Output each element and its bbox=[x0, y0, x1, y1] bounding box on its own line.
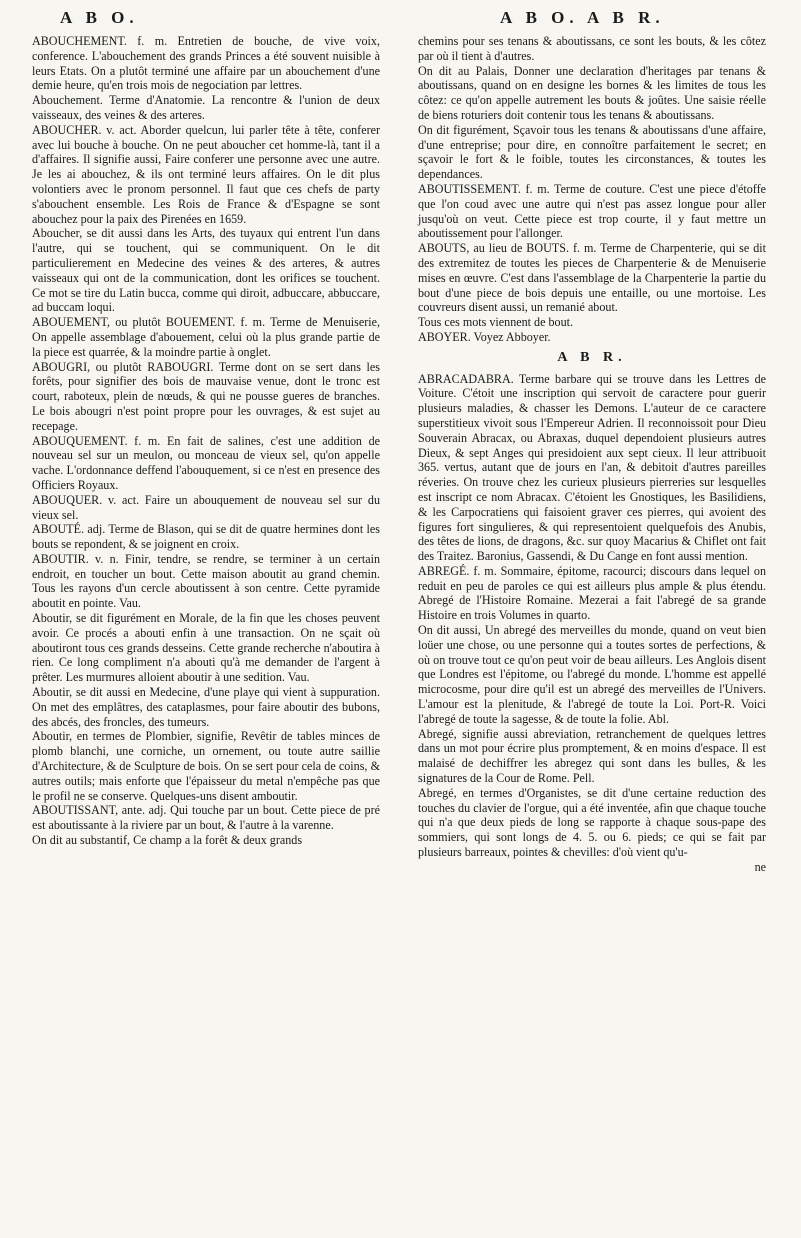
entry: On dit au Palais, Donner une declaration d'heritages par tenans & aboutissans, quand on en designe les bornes & les limites de tous les côtez: ce qu'on appelle autrement les bouts & joûtes. Une saisie réelle de biens roturiers doit contenir tous les tenans & aboutissans. bbox=[418, 63, 766, 122]
running-head-right: A B O. A B R. bbox=[500, 8, 665, 27]
right-column bbox=[418, 34, 766, 875]
entry: Aboutir, en termes de Plombier, signifie, Revêtir de tables minces de plomb blanchi, une corniche, un ornement, ou toute autre saillie d'Architecture, & de Sculpture de bois. On se sert pour cela de coins, & autres outils; mais enforte que l'épaisseur du metal n'empêche pas que le profil ne se conserve. Quelques-uns disent amboutir. bbox=[32, 729, 380, 803]
entry: ABOUTS, au lieu de BOUTS. f. m. Terme de Charpenterie, qui se dit des extremitez de toutes les pieces de Charpenterie & de Menuiserie mises en œuvre. C'est dans l'assemblage de la Charpenterie la partie du bout d'une piece de bois depuis une entaille, ou une mortoise. Les couvreurs disent aussi, un remanié about. bbox=[418, 241, 766, 315]
entry: ABOUEMENT, ou plutôt BOUEMENT. f. m. Terme de Menuiserie, On appelle assemblage d'abouement, celui où la plus grande partie de la piece est quarrée, & la moindre partie à onglet. bbox=[32, 315, 380, 359]
entry: ABOUTIR. v. n. Finir, tendre, se rendre, se terminer à un certain endroit, en toucher un bout. Cette maison aboutit au grand chemin. Tous les rayons d'un cercle aboutissent à son centre. Cette pyramide aboutit en pointe. Vau. bbox=[32, 551, 380, 611]
entry: ABOUTISSANT, ante. adj. Qui touche par un bout. Cette piece de pré est aboutissante à la riviere par un bout, & l'autre à la varenne. bbox=[32, 803, 380, 833]
entry: Aboutir, se dit aussi en Medecine, d'une playe qui vient à suppuration. On met des emplâtres, des cataplasmes, pour faire aboutir des bubons, des abcés, des froncles, des tumeurs. bbox=[32, 685, 380, 729]
entry: ABOUCHER. v. act. Aborder quelcun, lui parler tête à tête, conferer avec lui bouche à bouche. On ne peut aboucher cet homme-là, tant il a d'affaires. Il signifie aussi, Faire conferer une personne avec une autre. Je les ai abouchez, & ils ont terminé leurs affaires. On le dit plus volontiers avec le pronom personnel. Il faut que ces chefs de party s'abouchent ensemble. Les Rois de France & d'Espagne se sont abouchez pour la paix des Pirenées en 1659. bbox=[32, 122, 380, 226]
entry: ABRACADABRA. Terme barbare qui se trouve dans les Lettres de Voiture. C'étoit une inscription qui servoit de caractere pour guerir plusieurs maladies, & chasser les Demons. L'auteur de ce caractere superstitieux vivoit sous l'Empereur Adrien. Il reconnoissoit pour Dieu Souverain Abracax, ou Abraxas, duquel dependoient plusieurs autres Dieux, & sept Anges qui presidoient aux sept cieux. Il leur attribuoit 365. vertus, autant que de jours en l'an, & debitoit d'autres pareilles réveries. On trouve chez les curieux plusieurs pierreries sur lesquelles est inscript ce nom Abracax. C'étoient les Gnostiques, les Basilidiens, & les Carpocratiens qui faisoient graver ces pierres, qui avoient des figures fort singulieres, & qui representoient quelquefois des Anubis, des têtes de lions, de dragons, &c. sur quoy Macarius & Chiflet ont fait des Traitez. Baronius, Gassendi, & Du Cange en font aussi mention. bbox=[418, 371, 766, 564]
entry: On dit aussi, Un abregé des merveilles du monde, quand on veut bien loüer une chose, ou une personne qui a toutes sortes de perfections, & où on trouve tout ce qu'on peut voir de beau ailleurs. Les Anglois disent que Londres est l'épitome, ou l'abregé du monde. L'homme est appellé microcosme, pour dire qu'il est un abregé des merveilles de l'Univers. L'amour est la plenitude, & l'abregé de toute la Loi. Port-R. Voici l'abregé de toute la sagesse, & de toute la folie. Abl. bbox=[418, 623, 766, 726]
entry: On dit figurément, Sçavoir tous les tenans & aboutissans d'une affaire, d'une entreprise; pour dire, en connoître parfaitement le secret; en sçavoir le fort & le foible, toutes les circonstances, & toutes les dependances. bbox=[418, 122, 766, 182]
entry: On dit au substantif, Ce champ a la forêt & deux grands bbox=[32, 833, 303, 848]
entry: ABREGÉ. f. m. Sommaire, épitome, racourci; discours dans lequel on reduit en peu de paroles ce qui est ailleurs plus ample & plus étendu. Abregé de l'Histoire Romaine. Mezerai a fait l'abregé de sa grande Histoire en trois Volumes in quarto. bbox=[418, 563, 766, 623]
entry: Aboutir, se dit figurément en Morale, de la fin que les choses peuvent avoir. Ce procés a abouti enfin à une transaction. On ne sçait où aboutiront tous ces grands desseins. Cette grande recherche n'aboutira à rien. Ce long compliment n'a abouti qu'à me demander de l'argent à prêter. Les murmures alloient aboutir à une sedition. Vau. bbox=[32, 611, 380, 685]
entry: ABOUQUER. v. act. Faire un abouquement de nouveau sel sur du vieux sel. bbox=[32, 492, 380, 522]
entry: Tous ces mots viennent de bout. bbox=[418, 315, 574, 330]
entry: Abouchement. Terme d'Anatomie. La rencontre & l'union de deux vaisseaux, des veines & des arteres. bbox=[32, 93, 380, 122]
entry: chemins pour ses tenans & aboutissans, ce sont les bouts, & les côtez par où il tient à d'autres. bbox=[418, 34, 766, 63]
entry: ABOUQUEMENT. f. m. En fait de salines, c'est une addition de nouveau sel sur un meulon, ou monceau de vieux sel, qu'on appelle vache. L'ordonnance deffend l'abouquement, si ce n'est en presence des Officiers Royaux. bbox=[32, 433, 380, 492]
entry: Abregé, en termes d'Organistes, se dit d'une certaine reduction des touches du clavier de l'orgue, qui a été inventée, afin que chaque touche qui n'a que deux pieds de long se rapporte à chaque sous-pape des sommiers, qui sont longs de 4. 5. ou 6. pieds; ce qui se fait par plusieurs barreaux, pointes & chevilles: d'où vient qu'u- bbox=[418, 785, 766, 860]
section-heading: A B R. bbox=[557, 349, 627, 365]
running-head-left: A B O. bbox=[60, 8, 139, 27]
entry: Aboucher, se dit aussi dans les Arts, des tuyaux qui entrent l'un dans l'autre, qui se touchent, qui se communiquent. On le dit particulierement en Medecine des veines & des arteres, & autres vaisseaux qui ont de la communication, dont les orifices se touchent. Ce mot se tire du Latin bucca, comme qui diroit, adbuccare, abbuccare, ad buccam loqui. bbox=[32, 226, 380, 315]
entry: ABOUTISSEMENT. f. m. Terme de couture. C'est une piece d'étoffe que l'on coud avec une autre qui n'est pas assez longue pour aller jusqu'où on veut. Cette piece est trop courte, il y faut mettre un aboutissement pour l'allonger. bbox=[418, 181, 766, 241]
entry: ABOYER. Voyez Abboyer. bbox=[418, 329, 551, 344]
entry: ABOUGRI, ou plutôt RABOUGRI. Terme dont on se sert dans les forêts, pour signifier des bois de mauvaise venue, dont le tronc est court, raboteux, plein de nœuds, & qui ne pousse gueres de branches. Le bois abougri n'est point propre pour les ouvrages, & est sujet au recepage. bbox=[32, 359, 380, 433]
entry: ABOUTÉ. adj. Terme de Blason, qui se dit de quatre hermines dont les bouts se repondent, & se joignent en croix. bbox=[32, 522, 380, 552]
entry: ABOUCHEMENT. f. m. Entretien de bouche, de vive voix, conference. L'abouchement des grands Princes a été souvent nuisible à leurs Etats. On a plutôt terminé une affaire par un abouchement d'une demie heure, qu'en trois mois de negociation par lettres. bbox=[32, 34, 380, 93]
entry: ne bbox=[754, 859, 766, 874]
left-column bbox=[32, 34, 380, 848]
entry: Abregé, signifie aussi abreviation, retranchement de quelques lettres dans un mot pour écrire plus promptement, & en moins d'espace. Il est malaisé de dechiffrer les abregez qui sont dans les bulles, & les signatures de la Cour de Rome. Pell. bbox=[418, 726, 766, 786]
